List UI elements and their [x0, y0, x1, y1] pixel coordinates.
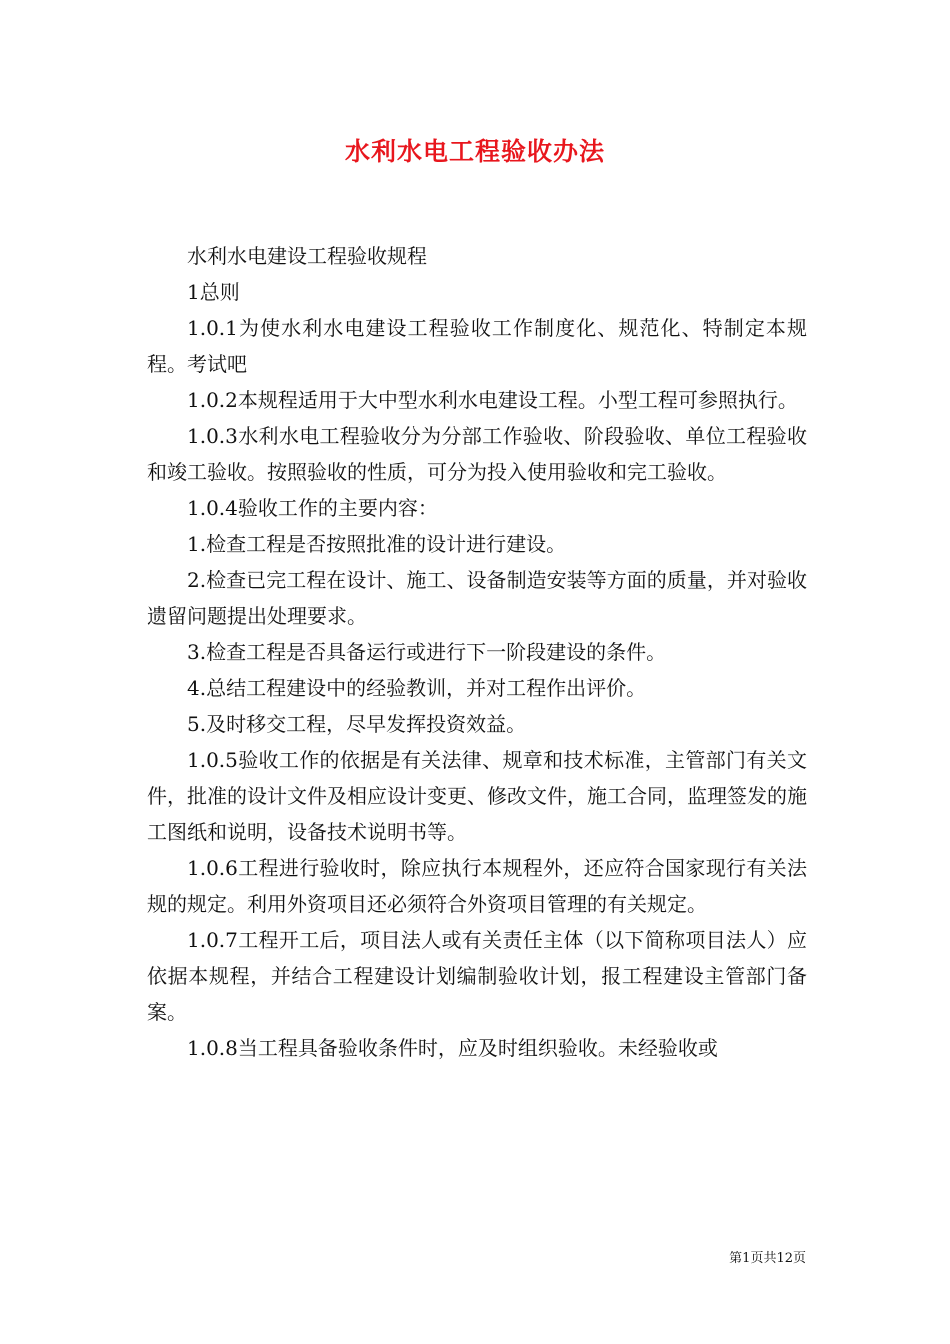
paragraph: 1.0.3水利水电工程验收分为分部工作验收、阶段验收、单位工程验收和竣工验收。按照验收的性质，可分为投入使用验收和完工验收。	[147, 424, 807, 484]
document-body	[147, 238, 807, 1066]
paragraph: 1.0.7工程开工后，项目法人或有关责任主体（以下简称项目法人）应依据本规程，并结合工程建设计划编制验收计划，报工程建设主管部门备案。	[147, 928, 807, 1024]
paragraph: 1.0.2本规程适用于大中型水利水电建设工程。小型工程可参照执行。	[187, 388, 798, 412]
paragraph: 3.检查工程是否具备运行或进行下一阶段建设的条件。	[187, 640, 667, 664]
paragraph: 1.0.4验收工作的主要内容：	[187, 496, 438, 520]
paragraph: 4.总结工程建设中的经验教训，并对工程作出评价。	[187, 676, 647, 700]
paragraph: 1.检查工程是否按照批准的设计进行建设。	[187, 532, 567, 556]
paragraph: 1.0.5验收工作的依据是有关法律、规章和技术标准，主管部门有关文件，批准的设计文件及相应设计变更、修改文件，施工合同，监理签发的施工图纸和说明，设备技术说明书等。	[147, 748, 807, 844]
page-number-footer: 第1页共12页	[729, 1251, 806, 1266]
paragraph: 1总则	[187, 280, 240, 304]
paragraph: 水利水电建设工程验收规程	[187, 244, 427, 268]
paragraph: 1.0.8当工程具备验收条件时，应及时组织验收。未经验收或	[187, 1036, 718, 1060]
paragraph: 1.0.1为使水利水电建设工程验收工作制度化、规范化、特制定本规程。考试吧	[147, 316, 807, 376]
document-title: 水利水电工程验收办法	[344, 137, 605, 166]
paragraph: 2.检查已完工程在设计、施工、设备制造安装等方面的质量，并对验收遗留问题提出处理要求。	[147, 568, 807, 628]
paragraph: 1.0.6工程进行验收时，除应执行本规程外，还应符合国家现行有关法规的规定。利用外资项目还必须符合外资项目管理的有关规定。	[147, 856, 807, 916]
paragraph: 5.及时移交工程，尽早发挥投资效益。	[187, 712, 527, 736]
